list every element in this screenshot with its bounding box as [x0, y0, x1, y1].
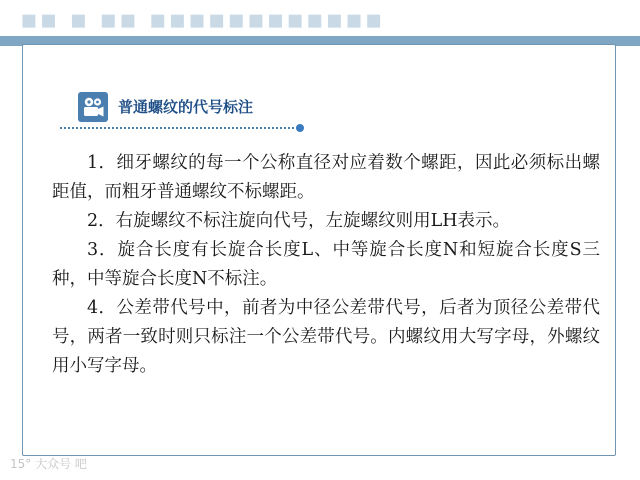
title-divider: [60, 127, 298, 129]
divider-end-dot: [296, 124, 304, 132]
camera-icon: [78, 92, 108, 122]
top-banner: [0, 0, 640, 38]
banner-ghost-text: ▪▪ ▪ ▪▪ ▪▪▪▪▪▪▪▪▪▪▪▪: [20, 6, 385, 34]
paragraph-2: 2．右旋螺纹不标注旋向代号，左旋螺纹则用LH表示。: [87, 211, 511, 231]
paragraph-3: 3．旋合长度有长旋合长度L、中等旋合长度N和短旋合长度S三种，中等旋合长度N不标注。: [52, 240, 600, 289]
body-text: [52, 149, 600, 381]
paragraph-1: 1．细牙螺纹的每一个公称直径对应着数个螺距，因此必须标出螺距值，而粗牙普通螺纹不标螺距。: [52, 153, 600, 202]
paragraph-4: 4．公差带代号中，前者为中径公差带代号，后者为顶径公差带代号，两者一致时则只标注一个公差带代号。内螺纹用大写字母，外螺纹用小写字母。: [52, 298, 600, 376]
watermark: 15° 大众号 吧: [10, 457, 87, 471]
section-title: 普通螺纹的代号标注: [118, 98, 254, 116]
